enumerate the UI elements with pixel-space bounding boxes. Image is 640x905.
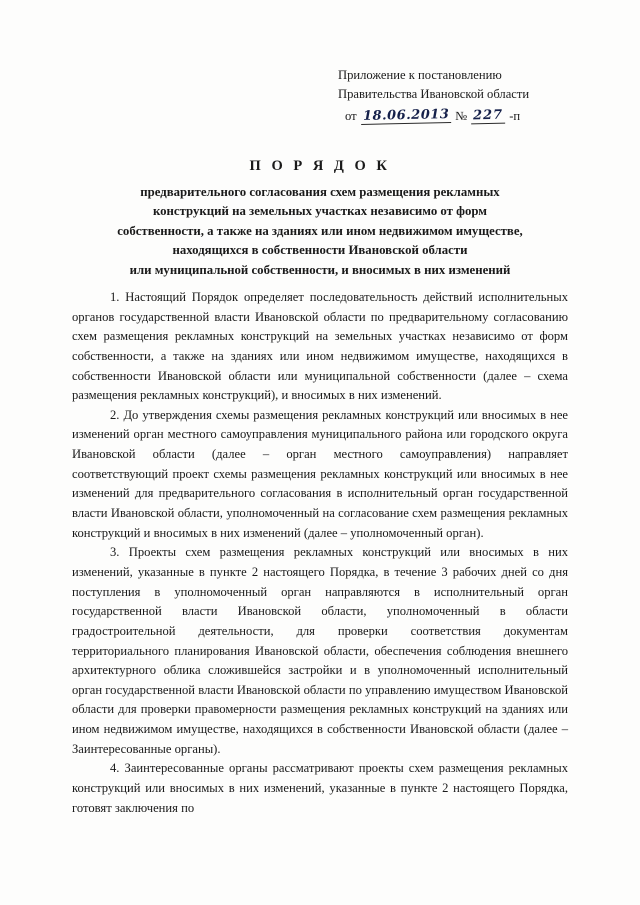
- page-title: П О Р Я Д О К: [249, 158, 391, 174]
- appendix-header-line2: Правительства Ивановской области: [338, 86, 530, 101]
- approval-date: 18.06.2013: [360, 107, 451, 125]
- paragraph-2: 2. До утверждения схемы размещения рекламных конструкций или вносимых в нее изменений орган местного самоуправления муниципального района или городского округа Ивановской области (далее – орган местного самоуправления) направляет соответствующий проект схемы размещения рекламных конструкций или вносимых в нее изменений для предварительного согласования в исполнительный орган государственной власти Ивановской области, уполномоченный на согласование схем размещения рекламных конструкций и вносимых в них изменений (далее – уполномоченный орган).: [72, 407, 568, 540]
- subtitle-line-3: собственности, а также на зданиях или ином недвижимом имуществе,: [117, 223, 523, 238]
- document-subtitle: [70, 183, 570, 280]
- approval-number: 227: [471, 108, 505, 125]
- paragraph-1: 1. Настоящий Порядок определяет последовательность действий исполнительных органов государственной власти Ивановской области по предварительному согласованию схем размещения рекламных конструкций на земельных участках независимо от форм собственности, а также на зданиях или ином недвижимом имуществе, находящихся в собственности Ивановской области или муниципальной собственности (далее – схема размещения рекламных конструкций), и вносимых в них изменений.: [72, 290, 568, 403]
- from-label: от: [345, 109, 357, 123]
- paragraph-4: 4. Заинтересованные органы рассматривают проекты схем размещения рекламных конструкций или вносимых в них изменений, указанные в пункте 2 настоящего Порядка, готовят заключения по: [72, 761, 568, 815]
- title-block: [70, 158, 570, 280]
- number-suffix: -п: [509, 109, 521, 123]
- appendix-header: [338, 66, 598, 104]
- number-label: №: [455, 109, 468, 123]
- approval-line: [345, 108, 595, 124]
- appendix-header-line1: Приложение к постановлению: [338, 68, 502, 82]
- document-body: [72, 288, 568, 818]
- paragraph-3: 3. Проекты схем размещения рекламных конструкций или вносимых в них изменений, указанные в пункте 2 настоящего Порядка, в течение 3 рабочих дней со дня поступления в уполномоченный орган направляются в исполнительный орган государственной власти Ивановской области, уполномоченный в области градостроительной деятельности, для проверки соответствия документам территориального планирования Ивановской области, обеспечения соблюдения внешнего архитектурного облика сложившейся застройки и в уполномоченный исполнительный орган государственной власти Ивановской области по управлению имуществом Ивановской области для проверки правомерности размещения рекламных конструкций на зданиях или ином недвижимом имуществе, находящихся в собственности Ивановской области (далее – Заинтересованные органы).: [72, 545, 568, 756]
- subtitle-line-5: или муниципальной собственности, и вносимых в них изменений: [129, 262, 511, 277]
- subtitle-line-2: конструкций на земельных участках независимо от форм: [152, 204, 488, 219]
- subtitle-line-4: находящихся в собственности Ивановской области: [172, 243, 468, 258]
- subtitle-line-1: предварительного согласования схем размещения рекламных: [140, 185, 500, 199]
